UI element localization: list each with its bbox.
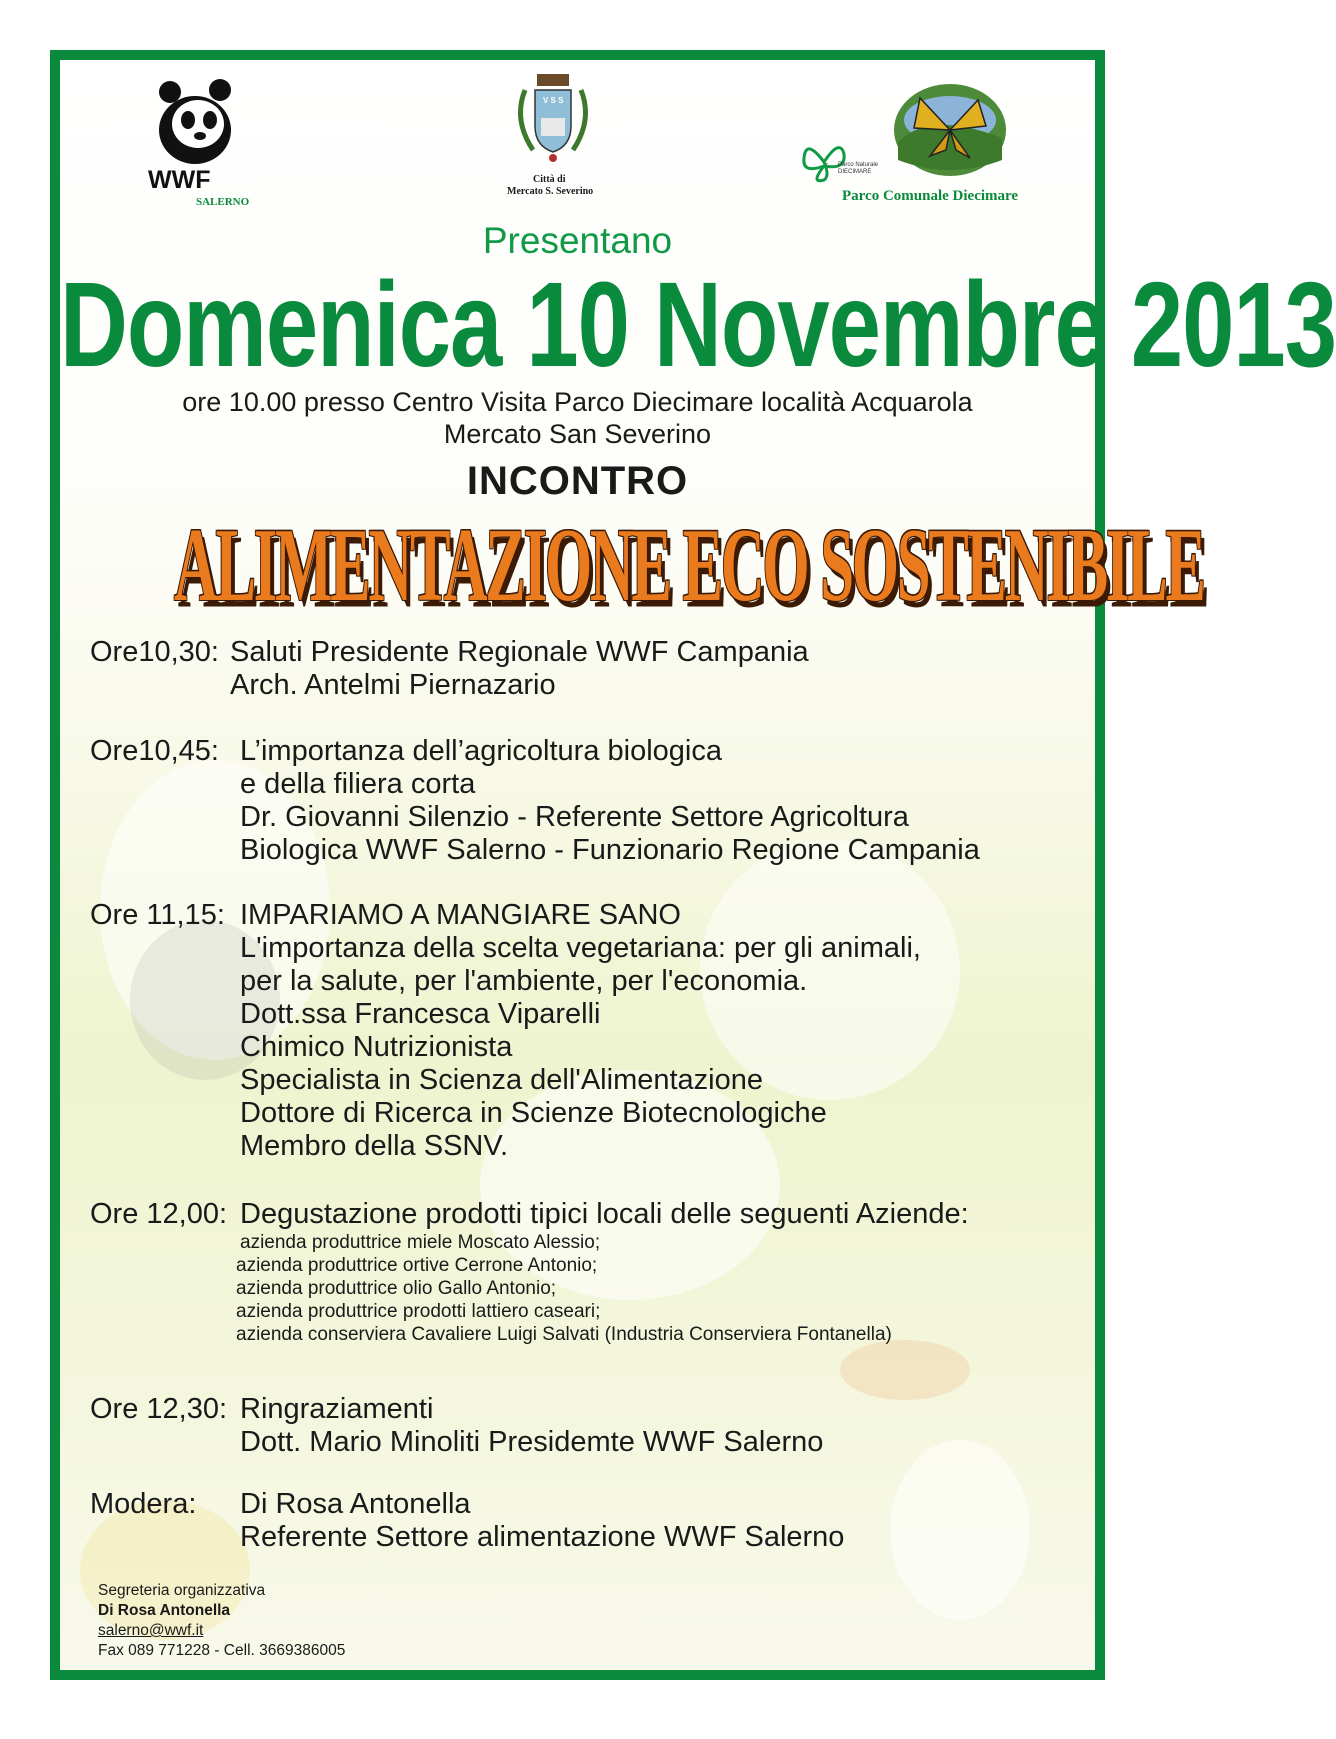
bg-orange-shape: [840, 1340, 970, 1400]
butterfly-landscape-icon: [890, 80, 1010, 180]
venue-line-1: ore 10.00 presso Centro Visita Parco Diecimare località Acquarola: [182, 387, 973, 417]
moderator-label: Modera:: [90, 1488, 197, 1520]
session-5-time: Ore 12,30:: [90, 1393, 228, 1425]
session-5-line-1: Ringraziamenti: [240, 1393, 434, 1425]
session-4-line-1: Degustazione prodotti tipici locali delle seguenti Aziende:: [240, 1198, 969, 1230]
session-3-line-4: Dott.ssa Francesca Viparelli: [240, 998, 601, 1030]
presentano-heading: Presentano: [482, 220, 673, 261]
park-small-line2: DIECIMARE: [838, 169, 872, 175]
footer-organizer-name: Di Rosa Antonella: [98, 1602, 231, 1619]
session-2-line-4: Biologica WWF Salerno - Funzionario Regione Campania: [240, 834, 980, 866]
crest-letters: V S S: [543, 96, 564, 105]
incontro-heading: INCONTRO: [466, 459, 689, 503]
session-4-item-1: azienda produttrice miele Moscato Alessio;: [240, 1232, 601, 1253]
session-4-item-4: azienda produttrice prodotti lattiero caseari;: [236, 1301, 601, 1322]
park-name: Parco Comunale Diecimare: [842, 188, 1019, 204]
bg-rabbit-shape: [890, 1440, 1030, 1620]
session-3-line-2: L'importanza della scelta vegetariana: per gli animali,: [240, 932, 921, 964]
wwf-text: WWF: [148, 166, 211, 194]
session-1-line-1: Saluti Presidente Regionale WWF Campania: [230, 636, 809, 668]
footer-contacts: Fax 089 771228 - Cell. 3669386005: [98, 1642, 346, 1659]
session-2-line-2: e della filiera corta: [240, 768, 476, 800]
session-4-time: Ore 12,00:: [90, 1198, 228, 1230]
session-3-line-6: Specialista in Scienza dell'Alimentazione: [240, 1064, 763, 1096]
city-name-line2: Mercato S. Severino: [507, 186, 594, 197]
session-3-time: Ore 11,15:: [90, 899, 225, 931]
session-3-line-3: per la salute, per l'ambiente, per l'economia.: [240, 965, 808, 997]
session-4-item-2: azienda produttrice ortive Cerrone Antonio;: [236, 1255, 598, 1276]
session-3-line-1: IMPARIAMO A MANGIARE SANO: [240, 899, 681, 931]
session-3-line-5: Chimico Nutrizionista: [240, 1031, 513, 1063]
panda-icon: [150, 78, 240, 168]
park-small-line1: Parco Naturale: [838, 162, 879, 168]
poster-frame: [50, 50, 1336, 1680]
moderator-name: Di Rosa Antonella: [240, 1488, 471, 1520]
session-4-item-5: azienda conserviera Cavaliere Luigi Salvati (Industria Conserviera Fontanella): [236, 1324, 892, 1345]
event-date-title: Domenica 10 Novembre 2013: [60, 257, 1336, 392]
wwf-region: SALERNO: [196, 196, 250, 208]
venue-line-2: Mercato San Severino: [443, 419, 712, 449]
main-event-title: ALIMENTAZIONE ECO SOSTENIBILE: [173, 505, 1204, 623]
moderator-role: Referente Settore alimentazione WWF Salerno: [240, 1521, 845, 1553]
footer-organizer-label: Segreteria organizzativa: [98, 1582, 266, 1599]
session-2-line-3: Dr. Giovanni Silenzio - Referente Settore Agricoltura: [240, 801, 909, 833]
session-1-line-2: Arch. Antelmi Piernazario: [230, 669, 556, 701]
crest-icon: [503, 70, 603, 170]
session-1-time: Ore10,30:: [90, 636, 219, 668]
session-2-line-1: L’importanza dell’agricoltura biologica: [240, 735, 722, 767]
session-2-time: Ore10,45:: [90, 735, 219, 767]
park-butterfly-outline-icon: [800, 136, 848, 186]
session-3-line-8: Membro della SSNV.: [240, 1130, 509, 1162]
park-logo: [800, 80, 1080, 210]
session-4-item-3: azienda produttrice olio Gallo Antonio;: [236, 1278, 557, 1299]
session-5-line-2: Dott. Mario Minoliti Presidemte WWF Salerno: [240, 1426, 824, 1458]
wwf-logo: [140, 78, 270, 208]
footer-email-link[interactable]: salerno@wwf.it: [98, 1622, 204, 1639]
city-name-line1: Città di: [533, 174, 566, 185]
session-3-line-7: Dottore di Ricerca in Scienze Biotecnologiche: [240, 1097, 827, 1129]
city-crest-logo: [483, 70, 623, 195]
